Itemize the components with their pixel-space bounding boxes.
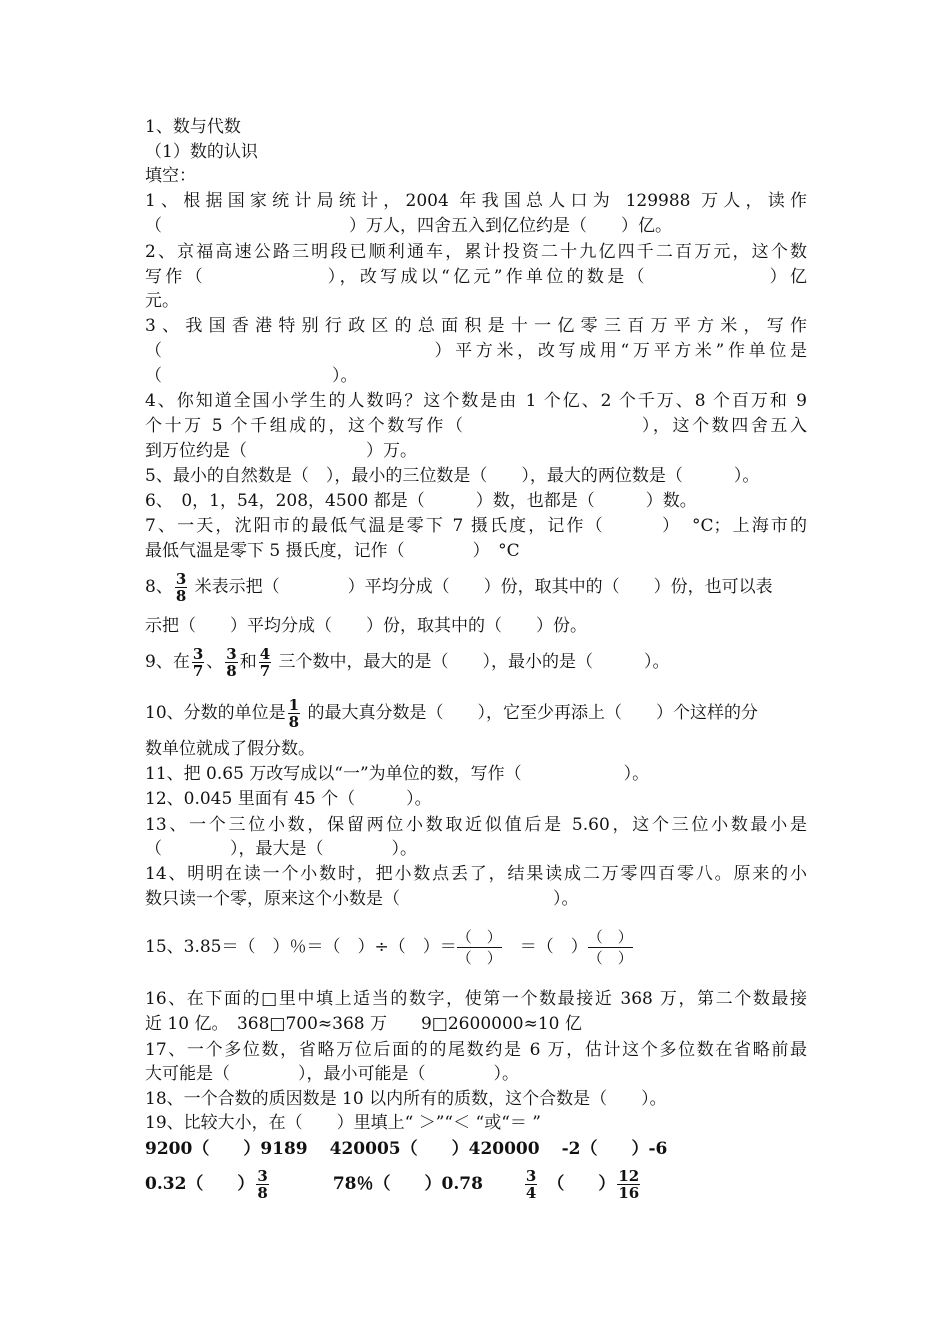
q15-b1-num: （ ） — [456, 928, 502, 946]
q8-fraction — [175, 571, 187, 604]
q9-sep2: 和 — [239, 652, 257, 672]
compare-2d-num: 12 — [618, 1167, 640, 1185]
q9-sep1: 、 — [206, 652, 224, 672]
compare-1b: 420005（ ）420000 — [329, 1139, 540, 1159]
q10-frac-den: 8 — [288, 713, 300, 731]
q8-prefix: 8、 — [145, 577, 173, 597]
q8-frac-num: 3 — [175, 570, 187, 588]
q9-prefix: 9、在 — [145, 652, 190, 672]
q17-line2: 大可能是（ ），最小可能是（ ）。 — [145, 1064, 519, 1084]
q14-line2: 数只读一个零，原来这个小数是（ ）。 — [145, 889, 579, 909]
q15-mid: ＝（ ） — [519, 937, 588, 957]
q10-line1 — [145, 694, 807, 734]
q9-f3-den: 7 — [259, 662, 271, 680]
compare-2a-fraction — [256, 1168, 268, 1201]
compare-2c-den: 4 — [525, 1184, 537, 1202]
q9-fraction-2 — [225, 646, 237, 679]
q1-line2: （ ）万人，四舍五入到亿位约是（ ）亿。 — [145, 216, 672, 236]
q6-line: 6、 0，1，54，208，4500 都是（ ）数，也都是（ ）数。 — [145, 491, 697, 511]
q15-b2-den: （ ） — [587, 949, 633, 967]
q15-line — [145, 925, 807, 973]
q13-line2: （ ），最大是（ ）。 — [145, 839, 417, 859]
q9-f3-num: 4 — [259, 645, 271, 663]
q8-frac-den: 8 — [175, 587, 187, 605]
q10-line2: 数单位就成了假分数。 — [145, 739, 315, 759]
q9-f2-num: 3 — [226, 645, 237, 663]
compare-2d-fraction — [617, 1168, 640, 1201]
q16-line2: 近 10 亿。 368□700≈368 万 9□2600000≈10 亿 — [145, 1014, 582, 1034]
compare-2c-num: 3 — [525, 1167, 537, 1185]
q15-b1-den: （ ） — [456, 949, 502, 967]
compare-row-2 — [145, 1164, 807, 1208]
q9-fraction-3 — [259, 646, 271, 679]
q10-frac-num: 1 — [288, 696, 300, 714]
q10-rest: 的最大真分数是（ ），它至少再添上（ ）个这样的分 — [307, 703, 758, 723]
compare-2c: （ ） — [547, 1174, 616, 1194]
q5-line: 5、最小的自然数是（ ），最小的三位数是（ ），最大的两位数是（ ）。 — [145, 466, 760, 486]
q7-line2: 最低气温是零下 5 摄氏度，记作（ ） °C — [145, 541, 520, 561]
compare-1a: 9200（ ）9189 — [145, 1139, 308, 1159]
compare-1c: -2（ ）-6 — [561, 1139, 668, 1159]
q4-line1: 4、你知道全国小学生的人数吗？这个数是由 1 个亿、2 个千万、8 个百万和 9 — [145, 391, 807, 411]
q10-fraction — [288, 697, 300, 730]
compare-2c-fraction — [525, 1168, 537, 1201]
q9-f2-den: 8 — [226, 662, 237, 680]
q2-line2: 写作（ ），改写成以“亿元”作单位的数是（ ）亿 — [145, 267, 807, 287]
compare-2a-den: 8 — [257, 1184, 268, 1202]
q3-line2: （ ）平方米，改写成用“万平方米”作单位是 — [145, 341, 807, 361]
q7-line1: 7、一天，沈阳市的最低气温是零下 7 摄氏度，记作（ ） °C；上海市的 — [145, 516, 807, 536]
q13-line1: 13、一个三位小数，保留两位小数取近似值后是 5.60，这个三位小数最小是 — [145, 815, 807, 835]
q15-blank-fraction-2 — [588, 927, 633, 968]
compare-2b: 78％（ ）0.78 — [332, 1174, 483, 1194]
q8-line1 — [145, 568, 807, 608]
task-label: 填空： — [145, 166, 196, 186]
q3-line1: 3、我国香港特别行政区的总面积是十一亿零三百万平方米，写作 — [145, 316, 807, 336]
compare-2a: 0.32（ ） — [145, 1174, 255, 1194]
compare-row-1 — [145, 1137, 807, 1161]
q9-rest: 三个数中，最大的是（ ），最小的是（ ）。 — [278, 652, 670, 672]
q10-prefix: 10、分数的单位是 — [145, 703, 286, 723]
compare-2a-num: 3 — [257, 1167, 268, 1185]
q9-f1-den: 7 — [192, 662, 204, 680]
q9-line — [145, 643, 807, 683]
q11-line: 11、把 0.65 万改写成以“一”为单位的数，写作（ ）。 — [145, 764, 650, 784]
q14-line1: 14、明明在读一个小数时，把小数点丢了，结果读成二万零四百零八。原来的小 — [145, 864, 807, 884]
q8-rest: 米表示把（ ）平均分成（ ）份，取其中的（ ）份，也可以表 — [194, 577, 773, 597]
q19-line: 19、比较大小，在（ ）里填上“ ＞”“＜ “或“＝ ” — [145, 1113, 541, 1133]
q17-line1: 17、一个多位数，省略万位后面的的尾数约是 6 万，估计这个多位数在省略前最 — [145, 1040, 807, 1060]
q15-b2-num: （ ） — [587, 928, 633, 946]
q12-line: 12、0.045 里面有 45 个（ ）。 — [145, 789, 432, 809]
q9-fraction-1 — [192, 646, 204, 679]
q4-line3: 到万位约是（ ）万。 — [145, 441, 417, 461]
q2-line1: 2、京福高速公路三明段已顺利通车，累计投资二十九亿四千二百万元，这个数 — [145, 242, 807, 262]
subsection-title: （1）数的认识 — [145, 142, 258, 162]
q15-blank-fraction-1 — [457, 927, 502, 968]
q2-line3: 元。 — [145, 291, 179, 311]
q3-line3: （ ）。 — [145, 366, 358, 386]
q4-line2: 个十万 5 个千组成的，这个数写作（ ），这个数四舍五入 — [145, 416, 807, 436]
q18-line: 18、一个合数的质因数是 10 以内所有的质数，这个合数是（ ）。 — [145, 1089, 667, 1109]
q16-line1: 16、在下面的□里中填上适当的数字，使第一个数最接近 368 万，第二个数最接 — [145, 989, 807, 1009]
section-title: 1、数与代数 — [145, 117, 241, 137]
q9-f1-num: 3 — [192, 645, 204, 663]
q1-line1: 1、根据国家统计局统计，2004 年我国总人口为 129988 万人，读作 — [145, 191, 807, 211]
compare-2d-den: 16 — [618, 1184, 640, 1202]
q8-line2: 示把（ ）平均分成（ ）份，取其中的（ ）份。 — [145, 616, 587, 636]
q15-prefix: 15、3.85＝（ ）％＝（ ）÷（ ）＝ — [145, 937, 457, 957]
